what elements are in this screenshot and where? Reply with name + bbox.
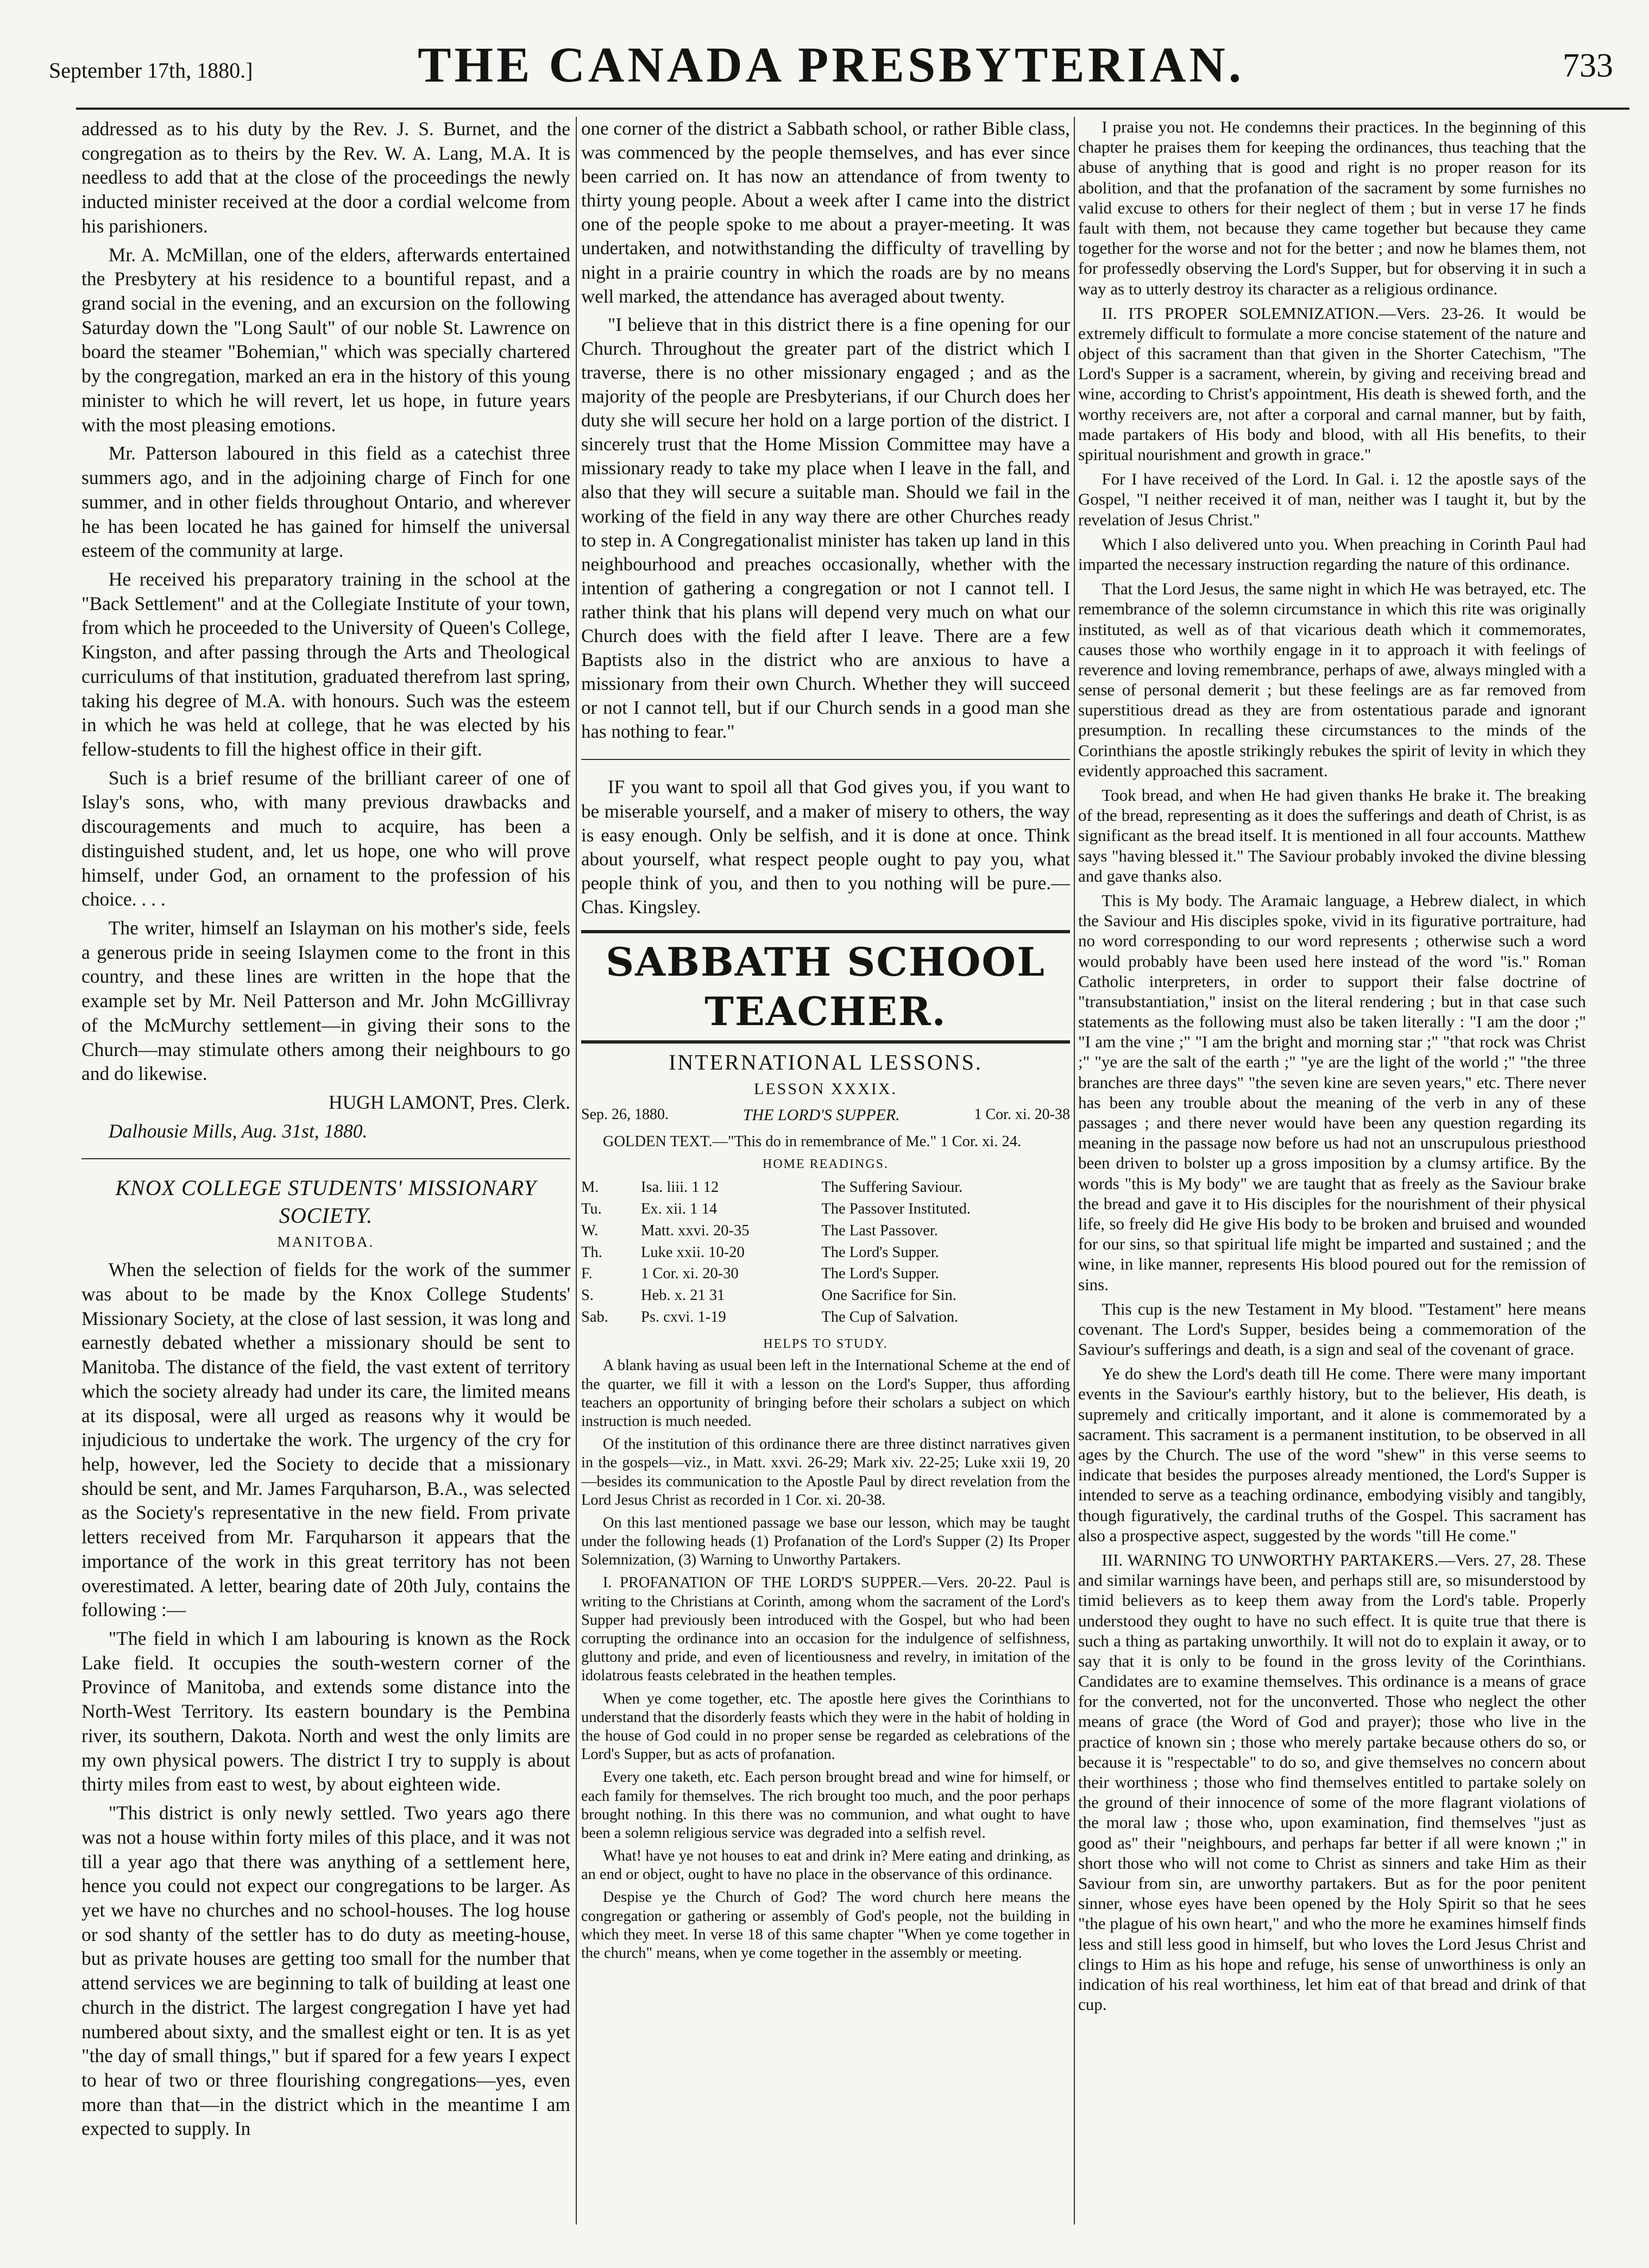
paragraph: IF you want to spoil all that God gives you, if you want to be miserable yourself, and a maker of misery to others, the way is easy enough. Only be selfish, and it is done at once. Think about yourself, what respect people ought to pay you, what people think of you, and then to you nothing will be pure.—Chas. Kingsley. (581, 776, 1070, 918)
paragraph: This is My body. The Aramaic language, a Hebrew dialect, in which the Saviour and His disciples spoke, vivid in its figurative portraiture, had no word corresponding to our word represents ; otherwise such a word would probably have been used here instead of the word "is." Roman Catholic interpreters, in order to support their false doctrine of "transubstantiation," insist on the literal rendering ; but in that case such statements as the following must also be taken literally : "I am the door ;" "I am the vine ;" "I am the bright and morning star ;" "that rock was Christ ;" "ye are the salt of the earth ;" "ye are the light of the world ;" "the three branches are three days" "the seven kine are seven years," etc. There never has been any trouble about the meaning of the verb in any of these passages ; and there never would have been any question regarding its meaning in the passage now before us had not an unscrupulous priesthood been driven to bolster up a gross imposition by a clumsy artifice. By the words "this is My body" we are taught that as freely as the Saviour brake the bread and gave it to His disciples for the nourishment of their physical life, so freely did He give His body to be broken and bruised and wounded for our sins, so that spiritual life might be imparted and sustained ; and the wine, in like manner, represents His blood poured out for the remission of sins. (1078, 890, 1586, 1294)
paragraph: addressed as to his duty by the Rev. J. S. Burnet, and the congregation as to theirs by the Rev. W. A. Lang, M.A. It is needless to add that at the close of the proceedings the newly inducted minister received at the door a cordial welcome from his parishioners. (81, 118, 570, 237)
table-row: W. Matt. xxvi. 20-35 The Last Passover. (581, 1222, 938, 1239)
lesson-reference: 1 Cor. xi. 20-38 (974, 1105, 1070, 1123)
paragraph: Despise ye the Church of God? The word church here means the congregation or gathering or assembly of God's people, not the building in which they meet. In verse 18 of this same chapter "When ye come together in the church" means, when ye come together in the assembly or meeting. (581, 1889, 1070, 1962)
header-rule (76, 108, 1629, 110)
home-readings-heading: HOME READINGS. (763, 1157, 889, 1171)
masthead-title: THE CANADA PRESBYTERIAN. (418, 37, 1244, 92)
signature: HUGH LAMONT, Pres. Clerk. (328, 1091, 570, 1114)
paragraph: Of the institution of this ordinance there are three distinct narratives given in the gospels—viz., in Matt. xxvi. 26-29; Mark xiv. 22-25; Luke xxii 19, 20—besides its communication to the Apostle Paul by direct revelation from the Lord Jesus Christ as recorded in 1 Cor. xi. 20-38. (581, 1436, 1070, 1509)
paragraph: That the Lord Jesus, the same night in which He was betrayed, etc. The remembrance of the solemn circumstance in which this rite was originally instituted, as well as of that vicarious death which it commemorates, causes those who worthily engage in it to approach it with feelings of reverence and loving remembrance, perhaps of awe, always mingled with a sense of personal demerit ; but these feelings are as far removed from superstitious dread as they are from ostentatious parade and ignorant presumption. In recalling these circumstances to the minds of the Corinthians the apostle strikingly rebukes the spirit of levity in which they evidently approached this sacrament. (1078, 579, 1586, 780)
paragraph: Which I also delivered unto you. When preaching in Corinth Paul had imparted the necessary instruction regarding the nature of this ordinance. (1078, 534, 1586, 574)
paragraph: On this last mentioned passage we base our lesson, which may be taught under the following heads (1) Profanation of the Lord's Supper (2) Its Proper Solemnization, (3) Warning to Unworthy Partakers. (581, 1514, 1070, 1569)
table-row: Th. Luke xxii. 10-20 The Lord's Supper. (581, 1243, 939, 1261)
divider (81, 1158, 570, 1159)
paragraph: I praise you not. He condemns their practices. In the beginning of this chapter he praises them for keeping the ordinances, thus teaching that the abuse of anything that is good and right is no proper reason for its abolition, and that the profanation of the sacrament by some furnishes no valid excuse to others for their neglect of them ; but in verse 17 he finds fault with them, not because they came together but because they came together for the worse and not for the better ; and now he blames them, not for professedly observing the Lord's Supper, but for observing it in such a way as to utterly destroy its character as a religious ordinance. (1078, 117, 1586, 298)
column-2 (581, 117, 1070, 2225)
issue-date: September 17th, 1880.] (49, 58, 253, 83)
table-row: F. 1 Cor. xi. 20-30 The Lord's Supper. (581, 1265, 939, 1283)
paragraph: Mr. A. McMillan, one of the elders, afterwards entertained the Presbytery at his residence to a bountiful repast, and a grand social in the evening, and an excursion on the following Saturday down the "Long Sault" of our noble St. Lawrence on board the steamer "Bohemian," which was specially chartered by the congregation, marked an era in the history of this young minister to which he will revert, let us hope, in future years with the most pleasing emotions. (81, 243, 570, 436)
paragraph: What! have ye not houses to eat and drink in? Mere eating and drinking, as an end or object, ought to have no place in the observance of this ordinance. (581, 1848, 1070, 1883)
column-divider (1074, 117, 1075, 2225)
lesson-title-row (581, 1105, 1070, 1126)
helps-heading: HELPS TO STUDY. (763, 1337, 888, 1352)
divider (581, 930, 1070, 933)
paragraph: III. WARNING TO UNWORTHY PARTAKERS.—Vers. 27, 28. These and similar warnings have been, and perhaps still are, so misunderstood by timid believers as to keep them away from the Lord's table. Properly understood they ought to have no such effect. It is quite true that there is such a thing as partaking unworthily. It will not do to explain it away, or to say that it is only to be found in the gross levity of the Corinthians. Candidates are to examine themselves. This ordinance is a means of grace for the converted, not for the unconverted. Those who neglect the other means of grace (the Word of God and prayer); those who live in the practice of known sin ; those who merely partake because others do so, or because it is "respectable" to do so, and give themselves no concern about their worthiness ; those who find themselves entitled to partake solely on the ground of their innocence of some of the more flagrant violations of the moral law ; those who, upon examination, find themselves "just as good as" their "neighbours, and perhaps far better if all were known ;" in short those who will not come to Christ as sinners and take Him as their Saviour from sin, are unworthy partakers. But as for the poor penitent sinner, whose eyes have been opened by the Holy Spirit so that he sees "the plague of his own heart," and who the more he examines himself finds less and still less good in himself, but who loves the Lord Jesus Christ and clings to Him as his hope and refuge, his sense of unworthiness is only an indication of his real worthiness, let him eat of that bread and drink of that cup. (1078, 1550, 1586, 2014)
column-1 (81, 117, 570, 2225)
paragraph: I. PROFANATION OF THE LORD'S SUPPER.—Vers. 20-22. Paul is writing to the Christians at Corinth, among whom the sacrament of the Lord's Supper had previously been introduced with the Gospel, but who had been corrupting the ordinance into an occasion for the indulgence of selfishness, gluttony and pride, and even of licentiousness and revelry, in imitation of the idolatrous feasts celebrated in the heathen temples. (581, 1574, 1070, 1685)
paragraph: Ye do shew the Lord's death till He come. There were many important events in the Saviour's earthly history, but to the believer, His death, is supremely and critically important, and it alone is commemorated by a sacrament. This sacrament is a permanent institution, to be observed in all ages by the Church. The use of the word "shew" in this verse seems to indicate that besides the purposes already mentioned, the Lord's Supper is intended to serve as a teaching ordinance, embodying visibly and tangibly, though figuratively, the cardinal truths of the Gospel. This sacrament has also a prospective aspect, suggested by the words "till He come." (1078, 1364, 1586, 1545)
paragraph: When the selection of fields for the work of the summer was about to be made by the Knox College Students' Missionary Society, at the close of last session, it was long and earnestly debated whether a missionary should be sent to Manitoba. The distance of the field, the vast extent of territory which the society already had under its care, the limited means at its disposal, were all urged as reasons why it would be injudicious to undertake the work. The urgency of the cry for help, however, led the Society to decide that a missionary should be sent, and Mr. James Farquharson, B.A., was selected as the Society's representative in the new field. From private letters received from Mr. Farquharson it appears that the importance of the work in this great territory has not been overestimated. A letter, bearing date of 20th July, contains the following :— (81, 1259, 570, 1621)
lessons-heading: INTERNATIONAL LESSONS. (669, 1050, 983, 1075)
department-banner: SABBATH SCHOOL TEACHER. (606, 939, 1046, 1034)
paragraph: II. ITS PROPER SOLEMNIZATION.—Vers. 23-26. It would be extremely difficult to formulate a more concise statement of the nature and object of this sacrament than that given in the Shorter Catechism, "The Lord's Supper is a sacrament, wherein, by giving and receiving bread and wine, according to Christ's appointment, His death is shewed forth, and the worthy receivers are, not after a corporal and carnal manner, but by faith, made partakers of His body and blood, with all His benefits, to their spiritual nourishment and growth in grace." (1078, 303, 1586, 464)
paragraph: one corner of the district a Sabbath school, or rather Bible class, was commenced by the people themselves, and has ever since been carried on. It has now an attendance of from twenty to thirty young people. About a week after I came into the district one of the people spoke to me about a prayer-meeting. It was undertaken, and notwithstanding the difficulty of travelling by night in a prairie country in which the roads are by no means well marked, the attendance has averaged about twenty. (581, 118, 1070, 307)
table-row: Tu. Ex. xii. 1 14 The Passover Instituted. (581, 1200, 971, 1217)
paragraph: "The field in which I am labouring is known as the Rock Lake field. It occupies the south-western corner of the Province of Manitoba, and extends some distance into the North-West Territory. Its eastern boundary is the Pembina river, its southern, Dakota. North and west the only limits are my own physical powers. The district I try to supply is about thirty miles from east to west, by about eighteen wide. (81, 1628, 570, 1795)
paragraph: A blank having as usual been left in the International Scheme at the end of the quarter, we fill it with a lesson on the Lord's Supper, thus affording teachers an opportunity of bringing before their scholars a subject on which instruction is much needed. (581, 1357, 1070, 1430)
lesson-date: Sep. 26, 1880. (581, 1105, 669, 1123)
dateline: Dalhousie Mills, Aug. 31st, 1880. (108, 1120, 368, 1142)
paragraph: Took bread, and when He had given thanks He brake it. The breaking of the bread, representing as it does the sufferings and death of Christ, is as significant as the bread itself. It is mentioned in all four accounts. Matthew says "having blessed it." The Saviour probably invoked the divine blessing and gave thanks also. (1078, 786, 1586, 885)
golden-text: GOLDEN TEXT.—"This do in remembrance of Me." 1 Cor. xi. 24. (602, 1133, 1022, 1151)
page-number: 733 (1563, 47, 1613, 84)
table-row: S. Heb. x. 21 31 One Sacrifice for Sin. (581, 1287, 956, 1304)
paragraph: He received his preparatory training in the school at the "Back Settlement" and at the Collegiate Institute of your town, from which he proceeded to the University of Queen's College, Kingston, and after passing through the Arts and Theological curriculums of that institution, graduated therefrom last spring, taking his degree of M.A. with honours. Such was the esteem in which he was held at college, that he was elected by his fellow-students to fill the highest office in their gift. (81, 568, 570, 760)
column-3 (1078, 117, 1586, 2225)
paragraph: The writer, himself an Islayman on his mother's side, feels a generous pride in seeing Islaymen come to the front in this country, and these lines are written in the hope that the example set by Mr. Neil Patterson and Mr. John McGillivray of the McMurchy settlement—in giving their sons to the Church—may stimulate others among their neighbours to go and do likewise. (81, 917, 570, 1085)
paragraph: "This district is only newly settled. Two years ago there was not a house within forty miles of this place, and it was not till a year ago that there was anything of a settlement here, hence you could not expect our congregations to be larger. As yet we have no churches and no school-houses. The log house or sod shanty of the settler has to do duty as meeting-house, but as private houses are getting too small for the number that attend services we are beginning to talk of building at least one church in the district. The largest congregation I have yet had numbered about sixty, and the smallest eight or ten. It is as yet "the day of small things," but if spared for a few years I expect to hear of two or three flourishing congregations—yes, even more than that—in the district which in the meantime I am expected to supply. In (81, 1802, 570, 2140)
paragraph: For I have received of the Lord. In Gal. i. 12 the apostle says of the Gospel, "I neither received it of man, neither was I taught it, but by the revelation of Jesus Christ." (1078, 469, 1586, 529)
lesson-title: THE LORD'S SUPPER. (742, 1105, 900, 1124)
section-subtitle: MANITOBA. (277, 1234, 375, 1251)
paragraph: This cup is the new Testament in My blood. "Testament" here means covenant. The Lord's Supper, besides being a commemoration of the Saviour's sufferings and death, is a sign and seal of the covenant of grace. (1078, 1299, 1586, 1359)
lesson-number: LESSON XXXIX. (754, 1079, 897, 1098)
column-divider (576, 117, 577, 2225)
table-row: M. Isa. liii. 1 12 The Suffering Saviour. (581, 1178, 963, 1196)
section-title: KNOX COLLEGE STUDENTS' MISSIONARY SOCIETY. (115, 1176, 537, 1228)
home-readings-table (581, 1177, 1070, 1328)
paragraph: Every one taketh, etc. Each person brought bread and wine for himself, or each family for themselves. The rich brought too much, and the poor perhaps brought nothing. In this there was no communion, and what ought to have been a solemn religious service was degraded into a selfish revel. (581, 1769, 1070, 1842)
paragraph: When ye come together, etc. The apostle here gives the Corinthians to understand that the disorderly feasts which they were in the habit of holding in the house of God could in no proper sense be regarded as celebrations of the Lord's Supper, but as acts of profanation. (581, 1690, 1070, 1763)
table-row: Sab. Ps. cxvi. 1-19 The Cup of Salvation. (581, 1309, 959, 1326)
paragraph: Such is a brief resume of the brilliant career of one of Islay's sons, who, with many previous drawbacks and discouragements and much to acquire, has been a distinguished student, and, let us hope, one who will prove himself, under God, an ornament to the profession of his choice. . . . (81, 767, 570, 910)
paragraph: Mr. Patterson laboured in this field as a catechist three summers ago, and in the adjoining charge of Finch for one summer, and in other fields throughout Ontario, and wherever he has been located he has gained for himself the universal esteem of the community at large. (81, 442, 570, 562)
divider (581, 1040, 1070, 1044)
page-header (49, 20, 1613, 96)
paragraph: "I believe that in this district there is a fine opening for our Church. Throughout the greater part of the district which I traverse, there is no other missionary engaged ; and as the majority of the people are Presbyterians, if our Church does her duty she will secure her hold on a large portion of the district. I sincerely trust that the Home Mission Committee may have a missionary ready to take my place when I leave in the fall, and also that they will secure a suitable man. Should we fail in the working of the field in any way there are other Churches ready to step in. A Congregationalist minister has taken up land in this neighbourhood and preaches occasionally, whether with the intention of gathering a congregation or not I cannot tell. I rather think that his plans will depend very much on what our Church does with the field after I leave. There are a few Baptists also in the district who are anxious to have a missionary from their own Church. Whether they will succeed or not I cannot tell, but if our Church sends in a good man she has nothing to fear." (581, 313, 1070, 743)
divider (581, 759, 1070, 760)
